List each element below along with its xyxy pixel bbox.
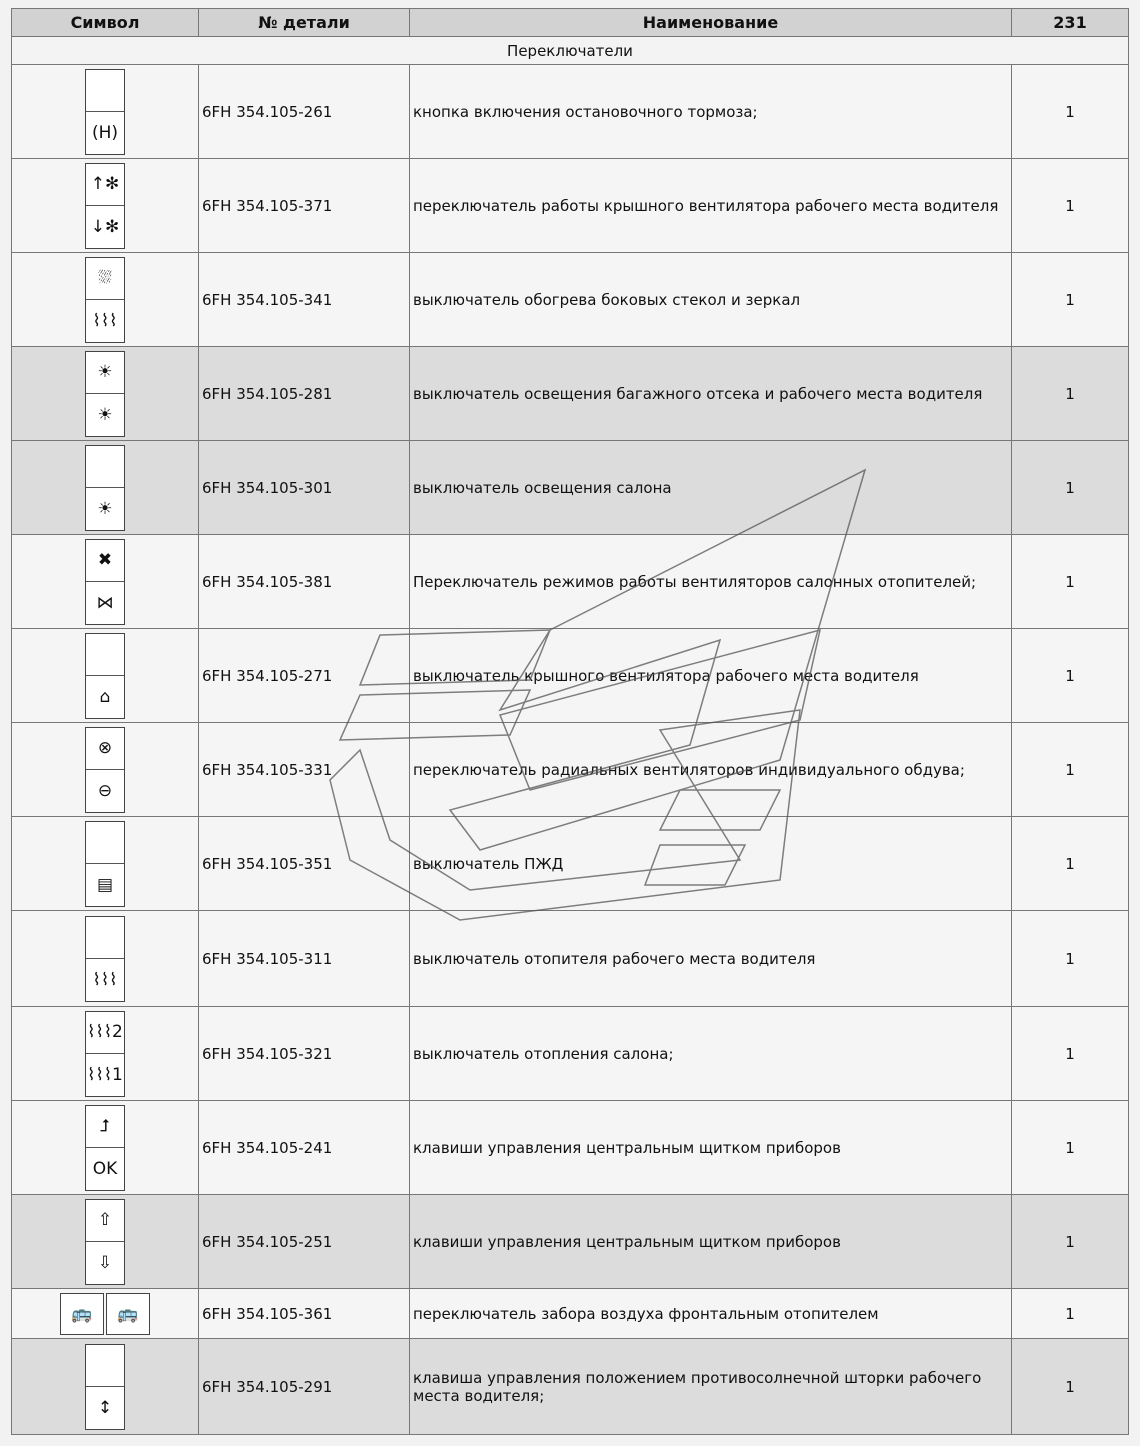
name-cell: клавиша управления положением противосолнечной шторки рабочего места водителя; — [410, 1339, 1012, 1435]
name-cell: кнопка включения остановочного тормоза; — [410, 65, 1012, 159]
header-part-no: № детали — [199, 9, 410, 37]
sun-blind-icon — [85, 1377, 125, 1418]
header-row — [12, 9, 1129, 37]
symbol-cell — [12, 1289, 199, 1339]
qty-cell: 1 — [1012, 253, 1129, 347]
key-symbol-top — [86, 446, 124, 488]
name-cell: выключатель обогрева боковых стекол и зеркал — [410, 253, 1012, 347]
part-number-cell: 6FH 354.105-261 — [199, 65, 410, 159]
table-row — [12, 347, 1129, 441]
key-symbol-top — [86, 1345, 124, 1387]
table-row — [12, 159, 1129, 253]
part-number-cell: 6FH 354.105-271 — [199, 629, 410, 723]
table-row — [12, 441, 1129, 535]
key-symbol-bottom: ☀ — [86, 487, 124, 530]
key-symbol-top — [86, 70, 124, 112]
parts-table — [11, 8, 1129, 1435]
name-cell: переключатель работы крышного вентилятора рабочего места водителя — [410, 159, 1012, 253]
symbol-cell — [12, 535, 199, 629]
qty-cell: 1 — [1012, 1007, 1129, 1101]
table-row — [12, 1339, 1129, 1435]
key-symbol-bottom: 🚌 — [117, 1303, 139, 1324]
parking-brake-icon — [85, 102, 125, 143]
part-number-cell: 6FH 354.105-311 — [199, 911, 410, 1007]
symbol-cell — [12, 347, 199, 441]
qty-cell: 1 — [1012, 1339, 1129, 1435]
table-row — [12, 1289, 1129, 1339]
qty-cell: 1 — [1012, 1195, 1129, 1289]
key-symbol-top: ☀ — [97, 362, 113, 383]
name-cell: выключатель освещения багажного отсека и рабочего места водителя — [410, 347, 1012, 441]
preheater-icon — [85, 854, 125, 895]
qty-cell: 1 — [1012, 159, 1129, 253]
symbol-cell — [12, 817, 199, 911]
qty-cell: 1 — [1012, 535, 1129, 629]
key-symbol-bottom: ☀ — [86, 393, 124, 436]
table-row — [12, 253, 1129, 347]
key-symbol-bottom: ⌇⌇⌇ — [86, 299, 124, 342]
cabin-light-icon — [85, 478, 125, 519]
part-number-cell: 6FH 354.105-321 — [199, 1007, 410, 1101]
header-qty: 231 — [1012, 9, 1129, 37]
part-number-cell: 6FH 354.105-381 — [199, 535, 410, 629]
part-number-cell: 6FH 354.105-351 — [199, 817, 410, 911]
part-number-cell: 6FH 354.105-331 — [199, 723, 410, 817]
key-symbol-top: ✖ — [97, 550, 113, 571]
part-number-cell: 6FH 354.105-241 — [199, 1101, 410, 1195]
key-symbol-bottom: ⋈ — [86, 581, 124, 624]
radial-fan-icon — [85, 738, 125, 801]
part-number-cell: 6FH 354.105-281 — [199, 347, 410, 441]
key-symbol-bottom: ↓✻ — [86, 205, 124, 248]
heater-fan-icon — [85, 550, 125, 613]
key-symbol-top: ↑✻ — [90, 174, 120, 195]
symbol-cell — [12, 911, 199, 1007]
key-symbol-bottom: ⇩ — [86, 1241, 124, 1284]
key-symbol-bottom: ↕ — [86, 1386, 124, 1429]
qty-cell: 1 — [1012, 723, 1129, 817]
key-symbol-bottom: (H) — [86, 111, 124, 154]
table-row — [12, 65, 1129, 159]
qty-cell: 1 — [1012, 1289, 1129, 1339]
part-number-cell: 6FH 354.105-371 — [199, 159, 410, 253]
symbol-cell — [12, 629, 199, 723]
key-symbol-top: ⮥ — [99, 1116, 111, 1137]
dashboard-arrows-icon — [85, 1210, 125, 1273]
part-number-cell: 6FH 354.105-341 — [199, 253, 410, 347]
name-cell: выключатель отопителя рабочего места водителя — [410, 911, 1012, 1007]
name-cell: выключатель ПЖД — [410, 817, 1012, 911]
symbol-cell — [12, 159, 199, 253]
table-row — [12, 911, 1129, 1007]
dashboard-ok-icon — [85, 1116, 125, 1179]
name-cell: выключатель отопления салона; — [410, 1007, 1012, 1101]
key-symbol-top — [86, 634, 124, 676]
key-symbol-top — [86, 917, 124, 959]
part-number-cell: 6FH 354.105-291 — [199, 1339, 410, 1435]
symbol-cell — [12, 1007, 199, 1101]
mirror-heating-icon — [85, 268, 125, 331]
name-cell: клавиши управления центральным щитком приборов — [410, 1195, 1012, 1289]
table-row — [12, 535, 1129, 629]
section-row — [12, 37, 1129, 65]
header-name: Наименование — [410, 9, 1012, 37]
symbol-cell — [12, 1101, 199, 1195]
symbol-cell — [12, 253, 199, 347]
name-cell: клавиши управления центральным щитком приборов — [410, 1101, 1012, 1195]
roof-fan-driver-icon — [85, 174, 125, 237]
symbol-cell — [12, 441, 199, 535]
qty-cell: 1 — [1012, 1101, 1129, 1195]
table-row — [12, 1195, 1129, 1289]
section-title: Переключатели — [12, 37, 1129, 65]
name-cell: Переключатель режимов работы вентиляторов салонных отопителей; — [410, 535, 1012, 629]
name-cell: выключатель крышного вентилятора рабочего места водителя — [410, 629, 1012, 723]
symbol-cell — [12, 1339, 199, 1435]
symbol-cell — [12, 65, 199, 159]
table-row — [12, 817, 1129, 911]
key-symbol-bottom: ⌇⌇⌇ — [86, 958, 124, 1001]
qty-cell: 1 — [1012, 347, 1129, 441]
name-cell: переключатель забора воздуха фронтальным отопителем — [410, 1289, 1012, 1339]
roof-fan-icon — [85, 666, 125, 707]
qty-cell: 1 — [1012, 65, 1129, 159]
key-symbol-top: ⛆ — [98, 268, 112, 289]
key-symbol-bottom: ▤ — [86, 863, 124, 906]
key-symbol-top: ⊗ — [97, 738, 113, 759]
table-row — [12, 1101, 1129, 1195]
part-number-cell: 6FH 354.105-251 — [199, 1195, 410, 1289]
qty-cell: 1 — [1012, 441, 1129, 535]
qty-cell: 1 — [1012, 629, 1129, 723]
header-symbol: Символ — [12, 9, 199, 37]
table-row — [12, 1007, 1129, 1101]
key-symbol-bottom: ⌇⌇⌇1 — [86, 1053, 124, 1096]
luggage-light-icon — [85, 362, 125, 425]
name-cell: выключатель освещения салона — [410, 441, 1012, 535]
qty-cell: 1 — [1012, 817, 1129, 911]
qty-cell: 1 — [1012, 911, 1129, 1007]
key-symbol-top: 🚌 — [71, 1303, 93, 1324]
table-row — [12, 629, 1129, 723]
cabin-heating-icon — [85, 1022, 125, 1085]
key-symbol-top: ⇧ — [97, 1210, 113, 1231]
key-symbol-bottom: OK — [86, 1147, 124, 1190]
driver-heater-icon — [85, 949, 125, 990]
key-symbol-bottom: ⊖ — [86, 769, 124, 812]
key-symbol-bottom: ⌂ — [86, 675, 124, 718]
table-row — [12, 723, 1129, 817]
symbol-cell — [12, 1195, 199, 1289]
key-symbol-top: ⌇⌇⌇2 — [87, 1022, 123, 1043]
name-cell: переключатель радиальных вентиляторов индивидуального обдува; — [410, 723, 1012, 817]
air-intake-icon — [60, 1305, 150, 1323]
symbol-cell — [12, 723, 199, 817]
part-number-cell: 6FH 354.105-361 — [199, 1289, 410, 1339]
part-number-cell: 6FH 354.105-301 — [199, 441, 410, 535]
key-symbol-top — [86, 822, 124, 864]
